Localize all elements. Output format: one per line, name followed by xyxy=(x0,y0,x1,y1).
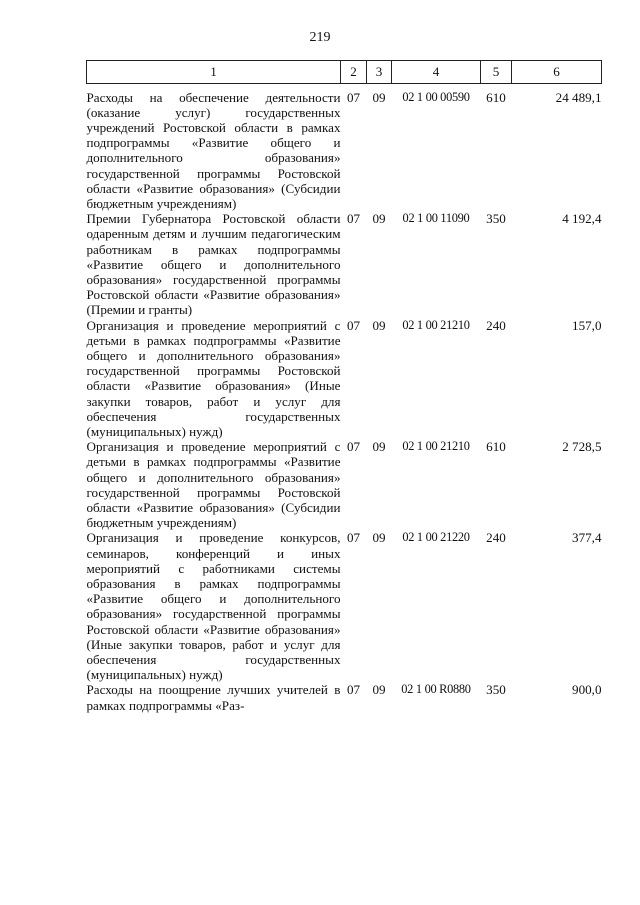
expense-description: Организация и проведение мероприятий с детьми в рамках подпрограммы «Развитие общего и дополнительного образования» государственной программы Ростовской области «Развитие образования» (Иные закупки товаров, работ и услуг для обеспечения государственных (муниципальных) нужд) xyxy=(86,317,341,439)
subsection-code: 09 xyxy=(372,682,386,698)
column-header: 5 xyxy=(481,61,512,84)
table-row xyxy=(87,530,602,682)
budget-table xyxy=(86,60,602,713)
section-code: 07 xyxy=(346,89,361,105)
table-row xyxy=(87,682,602,712)
target-article-code: 02 1 00 21210 xyxy=(402,317,470,332)
expense-description: Расходы на поощрение лучших учителей в рамках подпрограммы «Раз- xyxy=(86,682,341,713)
expense-type-code: 240 xyxy=(486,317,506,333)
table-row xyxy=(87,439,602,530)
column-header: 3 xyxy=(367,61,392,84)
expense-type-code: 240 xyxy=(486,530,506,546)
subsection-code: 09 xyxy=(372,530,386,546)
amount: 2 728,5 xyxy=(562,439,602,455)
target-article-code: 02 1 00 21210 xyxy=(402,439,470,454)
subsection-code: 09 xyxy=(372,89,386,105)
amount: 157,0 xyxy=(572,317,602,333)
section-code: 07 xyxy=(346,439,361,455)
column-header: 6 xyxy=(512,61,602,84)
target-article-code: 02 1 00 21220 xyxy=(402,530,470,545)
amount: 4 192,4 xyxy=(562,211,602,227)
expense-description: Организация и проведение мероприятий с детьми в рамках подпрограммы «Развитие общего и дополнительного образования» государственной программы Ростовской области «Развитие образования» (Субсидии бюджетным учреждениям) xyxy=(86,439,341,531)
expense-type-code: 350 xyxy=(486,211,506,227)
table-row xyxy=(87,211,602,317)
table-header-row xyxy=(87,61,602,84)
table-row xyxy=(87,318,602,440)
subsection-code: 09 xyxy=(372,439,386,455)
expense-type-code: 610 xyxy=(486,439,506,455)
expense-description: Расходы на обеспечение деятельности (оказание услуг) государственных учреждений Ростовской области в рамках подпрограммы «Развитие общего и дополнительного образования» государственной программы Ростовской области «Развитие образования» (Субсидии бюджетным учреждениям) xyxy=(86,89,341,211)
expense-description: Премии Губернатора Ростовской области одаренным детям и лучшим педагогическим работникам в рамках подпрограммы «Развитие общего и дополнительного образования» государственной программы Ростовской области «Развитие образования» (Премии и гранты) xyxy=(86,211,341,318)
subsection-code: 09 xyxy=(372,317,386,333)
expense-description: Организация и проведение конкурсов, семинаров, конференций и иных мероприятий с работниками системы образования в рамках подпрограммы «Развитие общего и дополнительного образования» государственной программы Ростовской области «Развитие образования» (Иные закупки товаров, работ и услуг для обеспечения государственных (муниципальных) нужд) xyxy=(86,530,341,683)
section-code: 07 xyxy=(346,211,361,227)
amount: 24 489,1 xyxy=(555,89,602,105)
expense-type-code: 350 xyxy=(486,682,506,698)
page-number: 219 xyxy=(309,30,331,45)
expense-type-code: 610 xyxy=(486,89,506,105)
section-code: 07 xyxy=(346,530,361,546)
section-code: 07 xyxy=(346,682,361,698)
target-article-code: 02 1 00 11090 xyxy=(402,211,470,226)
section-code: 07 xyxy=(346,317,361,333)
amount: 377,4 xyxy=(572,530,602,546)
column-header: 2 xyxy=(341,61,367,84)
target-article-code: 02 1 00 R0880 xyxy=(401,682,471,697)
column-header: 4 xyxy=(392,61,481,84)
table-row xyxy=(87,90,602,212)
target-article-code: 02 1 00 00590 xyxy=(402,89,470,104)
amount: 900,0 xyxy=(572,682,602,698)
subsection-code: 09 xyxy=(372,211,386,227)
column-header: 1 xyxy=(87,61,341,84)
